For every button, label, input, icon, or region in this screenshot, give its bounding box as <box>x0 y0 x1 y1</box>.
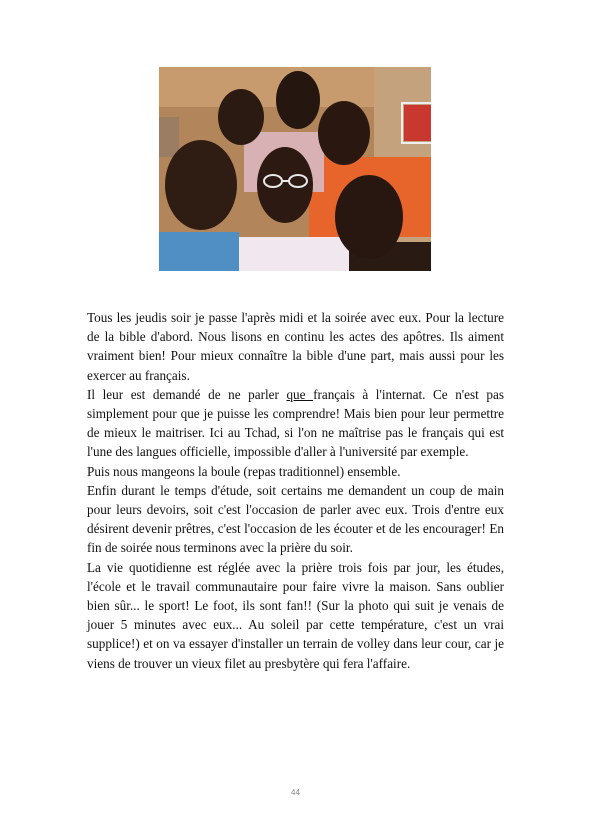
underlined-word: que <box>286 386 314 402</box>
paragraph: La vie quotidienne est réglée avec la prière trois fois par jour, les études, l'école et le travail communautaire pour faire vivre la maison. Sans oublier bien sûr... le sport! Le foot, ils sont fan!! (Sur la photo qui suit je venais de jouer 5 minutes avec eux... Au soleil par cette température, c'est un vrai supplice!) et on va essayer d'installer un terrain de volley dans leur cour, car je viens de trouver un vieux filet au presbytère qui fera l'affaire. <box>87 559 504 671</box>
paragraph: Enfin durant le temps d'étude, soit certains me demandent un coup de main pour leurs devoirs, soit c'est l'occasion de parler avec eux. Trois d'entre eux désirent devenir prêtres, c'est l'occasion de les écouter et de les encourager! En fin de soirée nous terminons avec la prière du soir. <box>87 482 504 556</box>
paragraph-text: français à l'internat. Ce n'est pas simplement pour que je puisse les comprendre! Mais bien pour leur permettre de mieux le maitriser. Ici au Tchad, si l'on ne maîtrise pas le français qui est l'une des langues officielle, impossible d'aller à l'université par exemple. <box>87 386 504 460</box>
group-photo-icon <box>159 67 431 271</box>
paragraph: Tous les jeudis soir je passe l'après midi et la soirée avec eux. Pour la lecture de la bible d'abord. Nous lisons en continu les actes des apôtres. Ils aiment vraiment bien! Pour mieux connaître la bible d'une part, mais aussi pour les exercer au français. <box>87 310 504 383</box>
body-text <box>87 308 504 673</box>
paragraph <box>87 385 504 462</box>
group-photo <box>159 67 431 271</box>
paragraph: Puis nous mangeons la boule (repas traditionnel) ensemble. <box>87 463 401 479</box>
paragraph-text: Il leur est demandé de ne parler <box>87 386 287 402</box>
page-number: 44 <box>291 788 300 797</box>
